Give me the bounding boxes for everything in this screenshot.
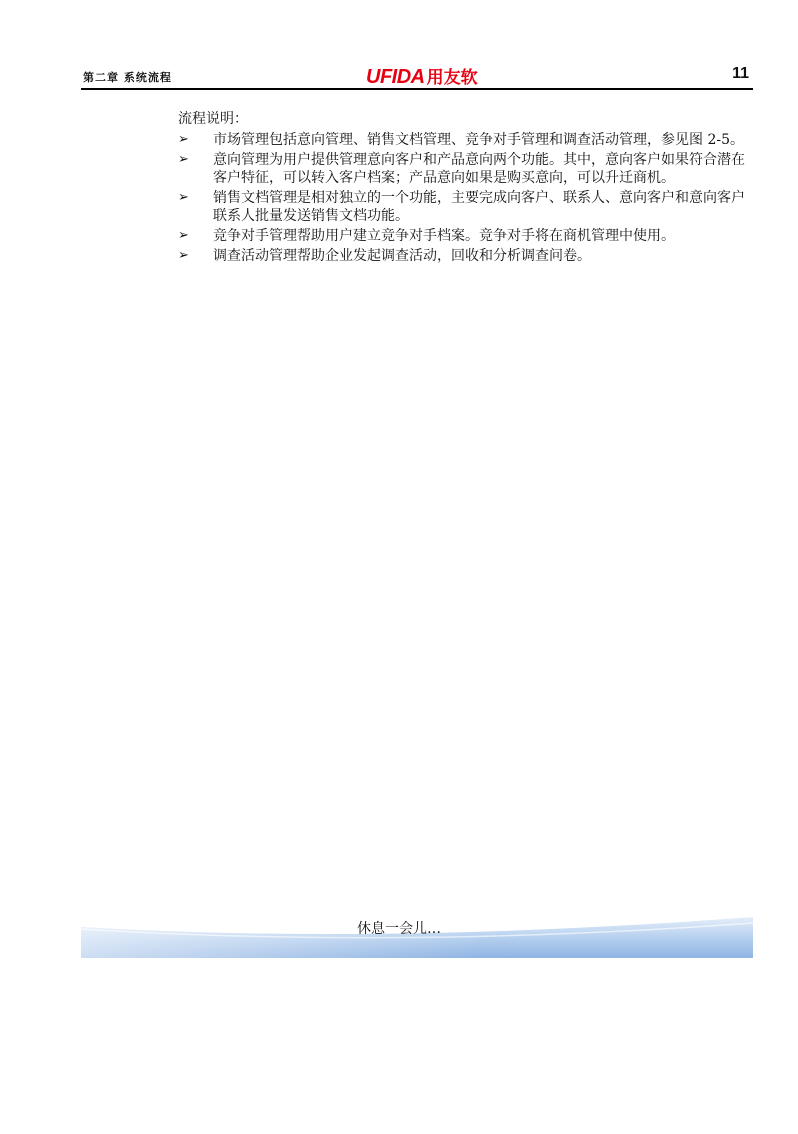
list-item-text: 调查活动管理帮助企业发起调查活动，回收和分析调查问卷。	[213, 248, 591, 264]
list-item	[178, 131, 753, 149]
logo-text-cn: 用友软	[426, 68, 478, 88]
arrowhead-bullet-icon: ➢	[178, 248, 189, 263]
list-item	[178, 189, 753, 225]
footer-text: 休息一会儿…	[357, 921, 441, 937]
list-item	[178, 151, 753, 187]
list-item-text: 意向管理为用户提供管理意向客户和产品意向两个功能。其中，意向客户如果符合潜在客户特征，可以转入客户档案；产品意向如果是购买意向，可以升迁商机。	[213, 152, 745, 186]
bullet-list	[178, 131, 753, 265]
list-item	[178, 247, 753, 265]
arrowhead-bullet-icon: ➢	[178, 132, 189, 147]
page-header	[81, 60, 753, 90]
logo-text-en: UFIDA	[366, 66, 425, 88]
list-item-text: 竞争对手管理帮助用户建立竞争对手档案。竞争对手将在商机管理中使用。	[213, 228, 675, 244]
chapter-title: 第二章 系统流程	[83, 71, 172, 84]
arrowhead-bullet-icon: ➢	[178, 152, 189, 167]
arrowhead-bullet-icon: ➢	[178, 190, 189, 205]
body-content	[178, 110, 753, 267]
list-item	[178, 227, 753, 245]
header-rule	[81, 88, 753, 90]
list-item-text: 市场管理包括意向管理、销售文档管理、竞争对手管理和调查活动管理，参见图 2-5。	[213, 132, 744, 148]
ufida-logo	[366, 63, 478, 87]
list-item-text: 销售文档管理是相对独立的一个功能，主要完成向客户、联系人、意向客户和意向客户联系人批量发送销售文档功能。	[213, 190, 745, 224]
arrowhead-bullet-icon: ➢	[178, 228, 189, 243]
intro-label: 流程说明：	[178, 111, 248, 127]
page-number: 11	[732, 65, 749, 82]
